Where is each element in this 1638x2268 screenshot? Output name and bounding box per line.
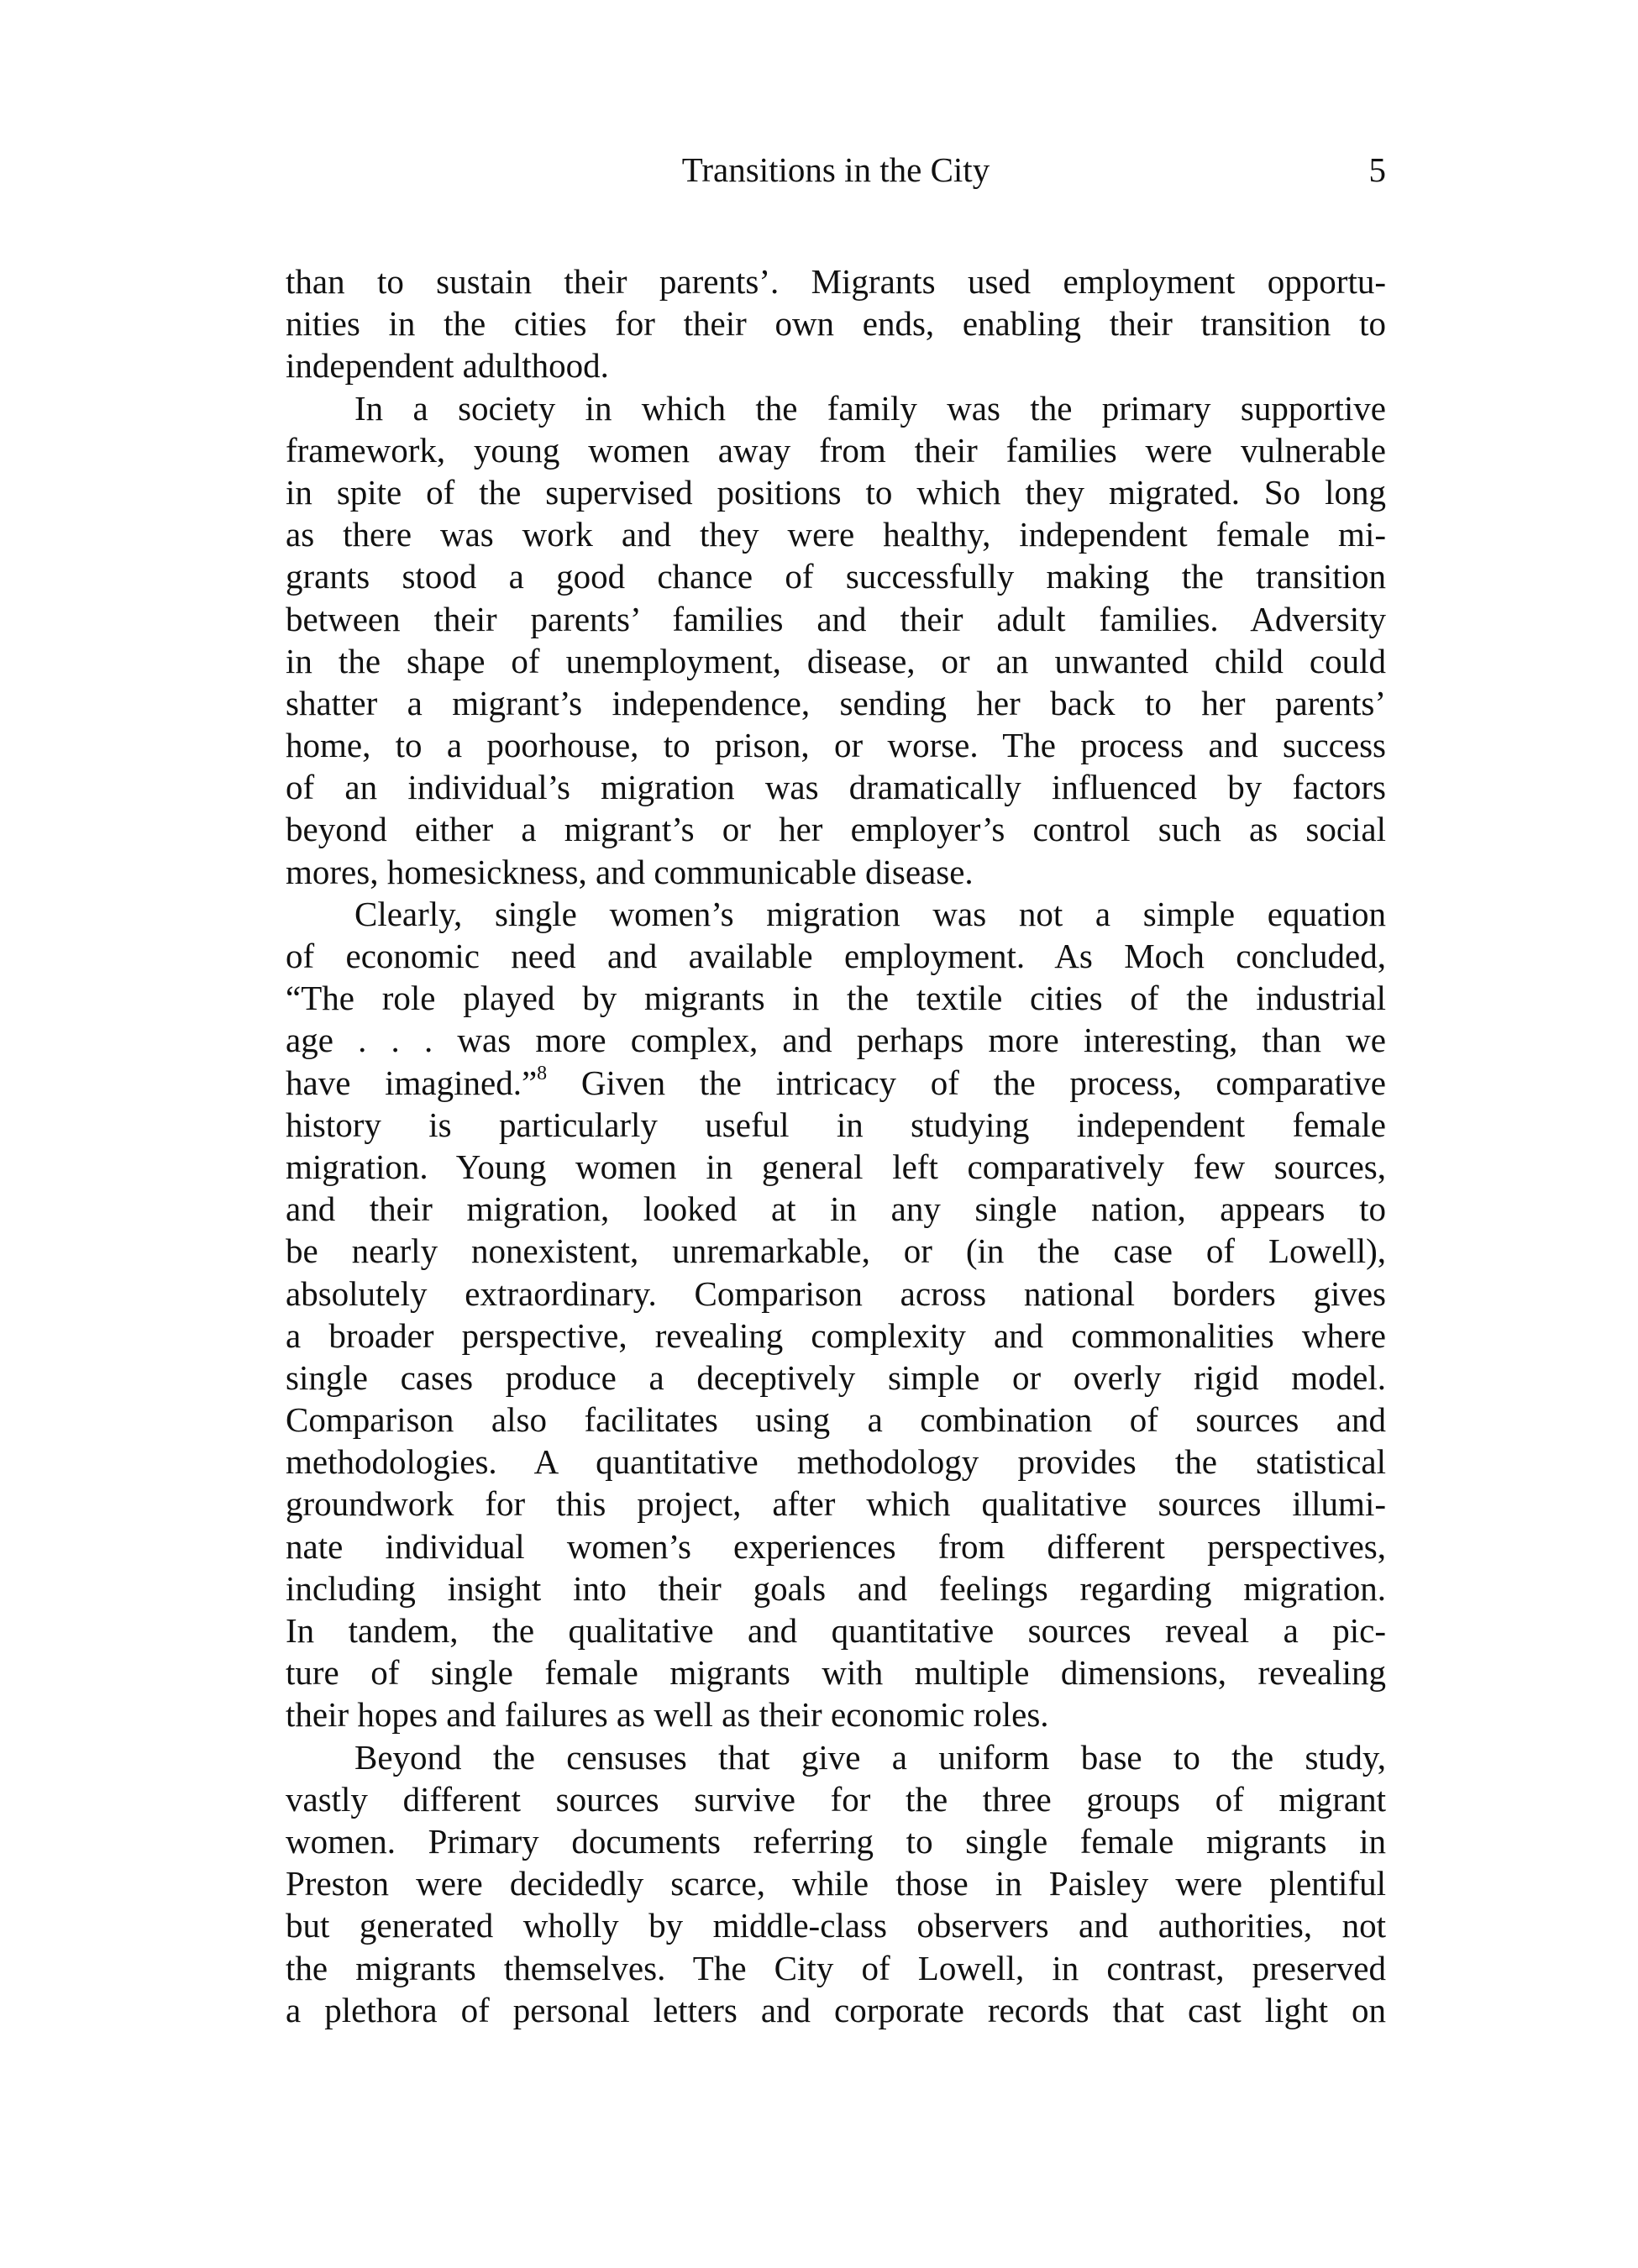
text-line: In a society in which the family was the primary supportive [354,388,1386,428]
text-line: Comparison also facilitates using a combination of sources and [286,1400,1386,1440]
text-line: methodologies. A quantitative methodology provides the statistical [286,1442,1386,1482]
text-segment: have imagined.” [286,1063,538,1102]
footnote-marker[interactable]: 8 [537,1062,548,1084]
text-line: absolutely extraordinary. Comparison across national borders gives [286,1273,1386,1313]
text-line: shatter a migrant’s independence, sending her back to her parents’ [286,683,1386,722]
text-line: nate individual women’s experiences from different perspectives, [286,1526,1386,1566]
text-line: than to sustain their parents’. Migrants used employment opportu- [286,262,1386,301]
text-line: the migrants themselves. The City of Lowell, in contrast, preserved [286,1948,1386,1987]
text-line: including insight into their goals and feelings regarding migration. [286,1568,1386,1608]
text-line: ture of single female migrants with multiple dimensions, revealing [286,1653,1386,1693]
text-line: migration. Young women in general left comparatively few sources, [286,1147,1386,1186]
running-head-title: Transitions in the City [681,150,990,189]
text-line: as there was work and they were healthy, independent female mi- [286,515,1386,554]
text-line: home, to a poorhouse, to prison, or worse. The process and success [286,726,1386,765]
text-line: a plethora of personal letters and corporate records that cast light on [286,1990,1386,2029]
text-line: groundwork for this project, after which qualitative sources illumi- [286,1484,1386,1524]
text-line: be nearly nonexistent, unremarkable, or (in the case of Lowell), [286,1231,1386,1271]
text-line: age . . . was more complex, and perhaps more interesting, than we [286,1021,1386,1060]
text-line: of economic need and available employment. As Moch concluded, [286,937,1386,975]
text-line: mores, homesickness, and communicable disease. [286,852,974,891]
text-line: and their migration, looked at in any single nation, appears to [286,1189,1386,1229]
text-segment: Given the intricacy of the process, comparative [547,1063,1386,1102]
text-line: in the shape of unemployment, disease, or an unwanted child could [286,641,1386,680]
text-line: single cases produce a deceptively simple or overly rigid model. [286,1357,1386,1397]
running-header [286,150,1386,192]
text-line: between their parents’ families and their adult families. Adversity [286,599,1386,638]
page-number: 5 [1368,150,1386,189]
text-line: of an individual’s migration was dramatically influenced by factors [286,768,1386,807]
text-line: Beyond the censuses that give a uniform base to the study, [354,1737,1386,1777]
text-line: independent adulthood. [286,346,609,386]
text-line: grants stood a good chance of successfully making the transition [286,557,1386,596]
text-line: a broader perspective, revealing complexity and commonalities where [286,1315,1386,1355]
text-line: history is particularly useful in studying independent female [286,1105,1386,1144]
text-line: their hopes and failures as well as their economic roles. [286,1695,1049,1735]
text-line: framework, young women away from their families were vulnerable [286,430,1386,470]
body-text [286,260,1386,2031]
text-line [286,1062,1386,1104]
text-line: but generated wholly by middle-class observers and authorities, not [286,1906,1386,1945]
text-line: Clearly, single women’s migration was not a simple equation [354,894,1386,933]
text-line: “The role played by migrants in the textile cities of the industrial [286,979,1386,1018]
text-line: In tandem, the qualitative and quantitative sources reveal a pic- [286,1611,1386,1650]
text-line: in spite of the supervised positions to which they migrated. So long [286,472,1386,512]
text-line: vastly different sources survive for the three groups of migrant [286,1779,1386,1819]
text-line: nities in the cities for their own ends, enabling their transition to [286,304,1386,344]
text-line: women. Primary documents referring to single female migrants in [286,1821,1386,1861]
text-line: beyond either a migrant’s or her employer’s control such as social [286,810,1386,849]
text-line: Preston were decidedly scarce, while those in Paisley were plentiful [286,1864,1386,1903]
